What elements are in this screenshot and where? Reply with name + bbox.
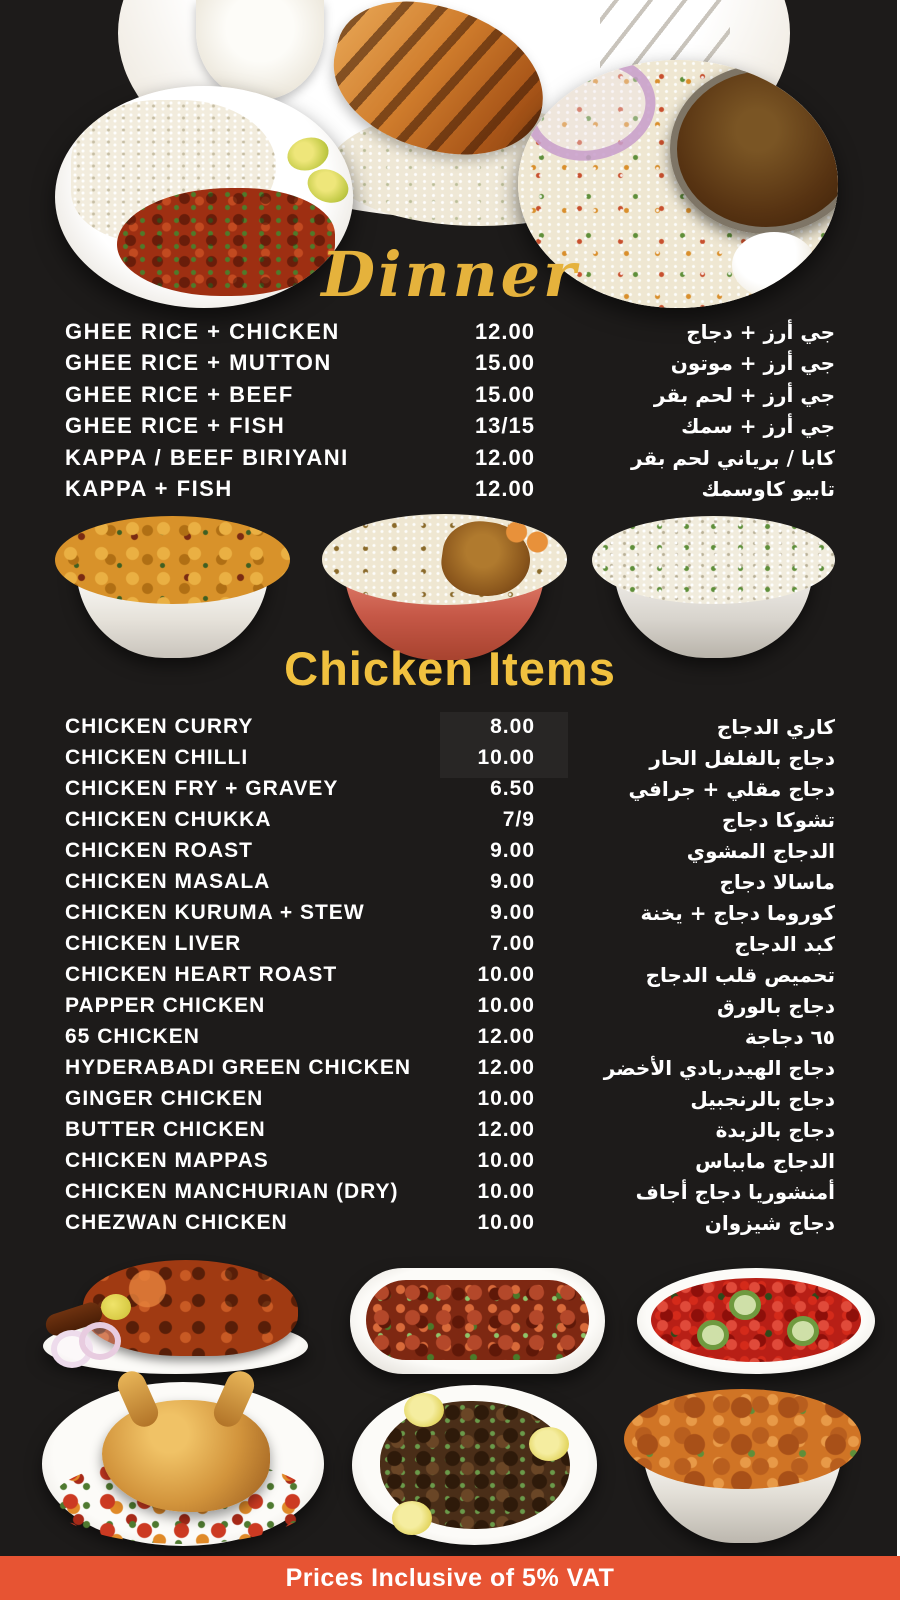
item-name-en: GHEE RICE + FISH: [65, 413, 286, 439]
roast-chicken-photo: [40, 1378, 330, 1550]
item-name-ar: تابيو كاوسمك: [701, 477, 835, 502]
chilli-chicken-photo: [350, 1268, 605, 1374]
lemon-slice: [101, 1294, 131, 1320]
liver-roast-photo: [352, 1385, 597, 1545]
menu-item-row: [65, 1207, 835, 1238]
item-name-ar: كاري الدجاج: [716, 714, 835, 739]
menu-item-row: [65, 804, 835, 835]
item-price: 10.00: [477, 745, 535, 769]
item-price: 8.00: [490, 714, 535, 738]
item-name-ar: دجاج بالزبدة: [715, 1117, 835, 1142]
item-price: 9.00: [490, 838, 535, 862]
jalapeno-slice: [697, 1320, 729, 1350]
chicken-65-photo: [637, 1268, 875, 1374]
ghee-rice-bowl-photo: [592, 516, 835, 658]
menu-item-row: [65, 474, 835, 506]
menu-item-row: [65, 1083, 835, 1114]
kappa-masala: [55, 516, 290, 604]
menu-item-row: [65, 1176, 835, 1207]
chicken-65: [651, 1278, 861, 1362]
chicken-items-heading: Chicken Items: [284, 642, 616, 695]
item-name-en: KAPPA / BEEF BIRIYANI: [65, 444, 349, 470]
dinner-menu-list: [65, 316, 835, 505]
item-name-en: CHICKEN HEART ROAST: [65, 962, 338, 986]
onion-ring: [79, 1322, 121, 1360]
vat-note: Prices Inclusive of 5% VAT: [285, 1563, 615, 1592]
item-name-en: BUTTER CHICKEN: [65, 1117, 266, 1141]
item-price: 10.00: [477, 962, 535, 986]
item-price: 12.00: [474, 476, 535, 502]
menu-item-row: [65, 742, 835, 773]
carrot-garnish: [501, 518, 553, 558]
item-name-en: CHICKEN LIVER: [65, 931, 242, 955]
item-price: 10.00: [477, 1179, 535, 1203]
item-name-en: CHICKEN ROAST: [65, 838, 254, 862]
kappa-bowl-photo: [55, 516, 290, 658]
item-name-ar: كوروما دجاج + يخنة: [640, 900, 835, 925]
menu-item-row: [65, 442, 835, 474]
item-name-en: CHICKEN CHUKKA: [65, 807, 272, 831]
item-name-ar: دجاج شيزوان: [704, 1210, 835, 1235]
menu-item-row: [65, 959, 835, 990]
item-name-ar: الدجاج المشوي: [686, 838, 835, 863]
menu-item-row: [65, 711, 835, 742]
tandoori-chicken-photo: [35, 1260, 325, 1374]
item-price: 15.00: [474, 381, 535, 407]
menu-item-row: [65, 897, 835, 928]
menu-item-row: [65, 990, 835, 1021]
lemon-wedge: [529, 1427, 569, 1461]
menu-item-row: [65, 773, 835, 804]
item-name-en: CHICKEN FRY + GRAVEY: [65, 776, 339, 800]
item-price: 6.50: [490, 776, 535, 800]
menu-item-row: [65, 1114, 835, 1145]
biriyani-rice: [322, 514, 567, 605]
item-name-en: CHICKEN MAPPAS: [65, 1148, 269, 1172]
chicken-curry-bowl-photo: [620, 1385, 865, 1543]
menu-item-row: [65, 316, 835, 348]
menu-item-row: [65, 1052, 835, 1083]
item-name-ar: دجاج بالفلفل الحار: [649, 745, 835, 770]
item-price: 15.00: [474, 350, 535, 376]
item-name-ar: كابا / برياني لحم بقر: [631, 445, 835, 470]
lemon-wedge: [392, 1501, 432, 1535]
item-name-en: CHICKEN MASALA: [65, 869, 271, 893]
item-name-en: CHICKEN KURUMA + STEW: [65, 900, 365, 924]
item-price: 7/9: [502, 807, 535, 831]
item-price: 10.00: [477, 1086, 535, 1110]
footer-bar: [0, 1556, 900, 1600]
menu-item-row: [65, 928, 835, 959]
item-name-ar: تحميص قلب الدجاج: [645, 962, 835, 987]
item-name-en: GHEE RICE + MUTTON: [65, 350, 332, 376]
item-name-ar: ماسالا دجاج: [719, 869, 835, 894]
item-name-ar: دجاج مقلي + جرافي: [628, 776, 835, 801]
item-name-en: PAPPER CHICKEN: [65, 993, 266, 1017]
ghee-rice: [592, 516, 835, 604]
menu-item-row: [65, 866, 835, 897]
menu-item-row: [65, 411, 835, 443]
jalapeno-slice: [729, 1290, 761, 1320]
item-name-en: HYDERABADI GREEN CHICKEN: [65, 1055, 412, 1079]
item-price: 12.00: [477, 1055, 535, 1079]
item-name-en: 65 CHICKEN: [65, 1024, 200, 1048]
item-price: 12.00: [477, 1117, 535, 1141]
item-name-en: CHICKEN CHILLI: [65, 745, 249, 769]
menu-item-row: [65, 379, 835, 411]
item-name-en: KAPPA + FISH: [65, 476, 233, 502]
chicken-menu-list: [65, 711, 835, 1238]
item-name-en: GHEE RICE + BEEF: [65, 381, 294, 407]
jalapeno-slice: [787, 1316, 819, 1346]
item-name-en: GINGER CHICKEN: [65, 1086, 264, 1110]
menu-item-row: [65, 1021, 835, 1052]
menu-item-row: [65, 1145, 835, 1176]
item-name-en: CHICKEN CURRY: [65, 714, 254, 738]
lemon-wedge: [404, 1393, 444, 1427]
item-price: 7.00: [490, 931, 535, 955]
item-name-ar: جي أرز + لحم بقر: [653, 382, 835, 407]
item-name-ar: جي أرز + موتون: [670, 351, 835, 376]
item-price: 9.00: [490, 900, 535, 924]
item-name-en: CHICKEN MANCHURIAN (DRY): [65, 1179, 399, 1203]
item-name-ar: دجاج الهيدربادي الأخضر: [603, 1055, 835, 1080]
chicken-curry: [624, 1389, 861, 1489]
chilli-chicken: [366, 1280, 589, 1360]
menu-item-row: [65, 348, 835, 380]
item-price: 12.00: [474, 318, 535, 344]
item-name-ar: جي أرز + سمك: [681, 414, 835, 439]
item-price: 12.00: [474, 444, 535, 470]
item-name-ar: أمنشوريا دجاج أجاف: [635, 1179, 835, 1204]
item-price: 12.00: [477, 1024, 535, 1048]
item-name-en: GHEE RICE + CHICKEN: [65, 318, 340, 344]
roast-chicken: [102, 1400, 270, 1512]
item-name-ar: كبد الدجاج: [734, 931, 835, 956]
fish-biriyani-bowl-photo: [322, 514, 567, 660]
item-price: 9.00: [490, 869, 535, 893]
item-name-ar: جي أرز + دجاج: [686, 319, 835, 344]
item-price: 10.00: [477, 1148, 535, 1172]
item-name-ar: الدجاج مابباس: [695, 1148, 835, 1173]
dinner-heading: Dinner: [321, 238, 579, 311]
item-name-en: CHEZWAN CHICKEN: [65, 1210, 288, 1234]
menu-item-row: [65, 835, 835, 866]
item-price: 13/15: [474, 413, 535, 439]
item-name-ar: تشوكا دجاج: [721, 807, 835, 832]
item-name-ar: دجاج بالرنجبيل: [690, 1086, 835, 1111]
item-name-ar: دجاج بالورق: [716, 993, 835, 1018]
item-price: 10.00: [477, 993, 535, 1017]
item-price: 10.00: [477, 1210, 535, 1234]
item-name-ar: ٦٥ دجاجة: [744, 1024, 835, 1049]
